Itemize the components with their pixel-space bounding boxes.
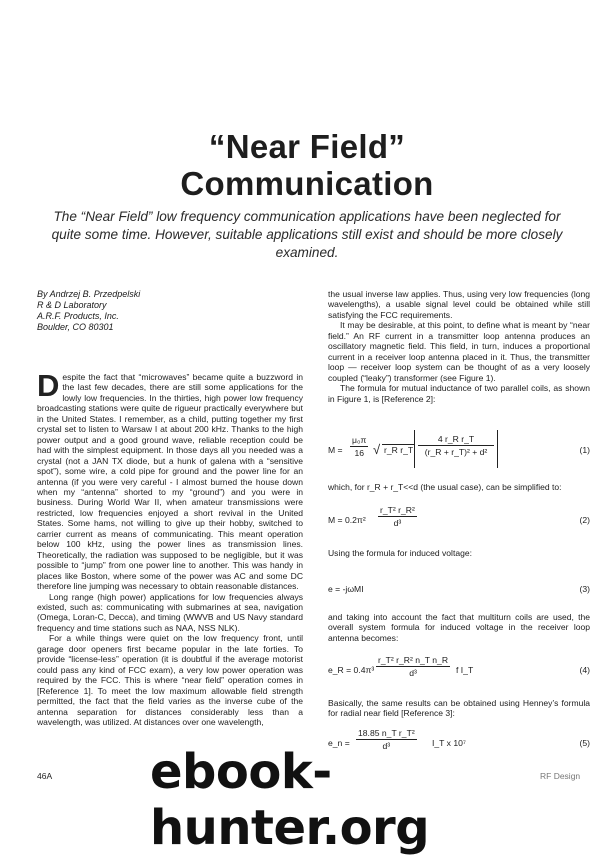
watermark-text: ebook-hunter.org <box>150 744 430 856</box>
eq5-lhs: e_n = <box>328 738 350 748</box>
eq4-number: (4) <box>579 665 590 675</box>
eq3-number: (3) <box>579 584 590 594</box>
paragraph <box>37 368 303 592</box>
paragraph: Long range (high power) applications for low frequencies always existed, such as: communicating with submarines at sea, navigation (Omega, Loran-C, Decca), and timing (WWVB and US Navy standard frequency and time stations such as NAA, NSS NLK). <box>37 591 303 633</box>
article-title-line-1: “Near Field” <box>208 128 406 165</box>
page-number: 46A <box>37 771 53 781</box>
eq5-tail: I_T x 10⁷ <box>432 738 467 748</box>
paragraph: For a while things were quiet on the low frequency front, until garage door openers first became popular in the late forties. To provide “license-less” operation (it is doubtful if the average motorist could pass any kind of FCC exam), a very low power operation was required by the FCC. This is where “near field” operation comes in [Reference 1]. To meet the low maximum allowable field strength permitted, the fact that the field varies as the inverse cube of the antenna separation for distances considerably less than a wavelength, was utilized. At distances over one wavelength, <box>37 633 303 727</box>
paragraph: It may be desirable, at this point, to define what is meant by “near field.” An RF current in a transmitter loop antenna produces an oscillatory magnetic field. This field, in turn, induces a proportional current in a receiver loop antenna placed in it. Thus, the transmitter loop — receiver loop system can be thought of as a very loosely coupled (“leaky”) transformer (see Figure 1). <box>328 320 590 383</box>
author-org: R & D Laboratory <box>37 300 107 310</box>
eq4-tail: f I_T <box>456 665 474 675</box>
paragraph: Basically, the same results can be obtained using Henney’s formula for radial near field [Reference 3]: <box>328 698 590 719</box>
author-company: A.R.F. Products, Inc. <box>37 311 119 321</box>
drop-cap: D <box>37 368 60 403</box>
eq3-expression: e = -jωMI <box>328 584 364 594</box>
eq2-lhs: M = 0.2π² <box>328 515 366 525</box>
eq1-inner-fraction: $\frac{\text{4 r\_R r\_T}}{\text{(r\_R + r\_T)² + d²}}$ <box>418 434 494 457</box>
journal-name: RF Design <box>540 771 581 781</box>
eq2-fraction: $\frac{\text{r\_T² r\_R²}}{\text{d³}}$ <box>380 505 415 528</box>
eq1-lhs: M = <box>328 445 343 455</box>
watermark <box>150 744 610 856</box>
eq1-constant: $\frac{\text{μ₀π}}{16}$ <box>352 435 367 458</box>
eq1-number: (1) <box>579 445 590 455</box>
article-title-line-2: Communication <box>180 165 434 202</box>
eq5-number: (5) <box>579 738 590 748</box>
equation-2 <box>328 505 590 537</box>
paragraph: Using the formula for induced voltage: <box>328 548 472 558</box>
paragraph: The formula for mutual inductance of two parallel coils, as shown in Figure 1, is [Reference 2]: <box>328 383 590 404</box>
equation-4 <box>328 655 590 687</box>
eq2-number: (2) <box>579 515 590 525</box>
author-byline: By Andrzej B. Przedpelski <box>37 289 141 299</box>
eq5-fraction: $\frac{\text{18.85 n\_T r\_T²}}{\text{d³}}$ <box>358 728 415 751</box>
eq4-fraction: $\frac{\text{r\_T² r\_R² n\_T n\_R}}{\text{d³}}$ <box>378 655 449 678</box>
paragraph-text: espite the fact that “microwaves” became quite a buzzword in the last few decades, there are still some applications for the lowly low frequencies. In the thirties, high power low frequency broadcasting stations were quite de rigueur practically everywhere but in the United States. I remember, as a child, putting together my first crystal set to listen to Warsaw I at about 200 kHz. Thanks to the high power output and a good ground wave, reliable reception could be had with the simplest equipment. In those days all you needed was a crystal (not a JAN TX diode, but a hunk of galena with a “sensitive spot”), some wire, a cold pipe for ground and the power line for an antenna (if you were very careful - I almost burned the house down when my “antenna” shorted to my “ground”) and you were in business. During World War II, when amateur transmissions were restricted, low frequencies enjoyed a short revival in the United States. Some hams, not willing to give up their hobby, switched to carrier current as means of communicating. This meant operation below 100 kHz, using the power lines as transmission lines. Theoretically, the radiation was supposed to be negligible, but it was possible to “jump” from one power line to another. This was handy in places like Boston, where some of the power was AC and some DC therefore line jumping was necessary to obtain reasonable distances. <box>37 372 303 592</box>
right-column-intro <box>328 289 590 404</box>
author-location: Boulder, CO 80301 <box>37 322 114 332</box>
paragraph: and taking into account the fact that multiturn coils are used, the overall system formula for induced voltage in the receiver loop antenna becomes: <box>328 612 590 643</box>
left-column <box>37 368 303 727</box>
equation-3 <box>328 584 590 598</box>
equation-1 <box>328 428 590 478</box>
eq1-sqrt: √ r_R r_T <box>373 442 414 457</box>
paragraph: the usual inverse law applies. Thus, using very low frequencies (long wavelengths), a usable signal level could be obtained while still satisfying the FCC requirements. <box>328 289 590 320</box>
article-subtitle: The “Near Field” low frequency communication applications have been neglected for quite some time. However, suitable applications still exist and should be more closely examined. <box>51 209 563 260</box>
eq4-lhs: e_R = 0.4π³ <box>328 665 375 675</box>
paragraph: which, for r_R + r_T<<d (the usual case), can be simplified to: <box>328 482 562 492</box>
author-block <box>37 289 297 333</box>
article-title <box>0 128 614 202</box>
